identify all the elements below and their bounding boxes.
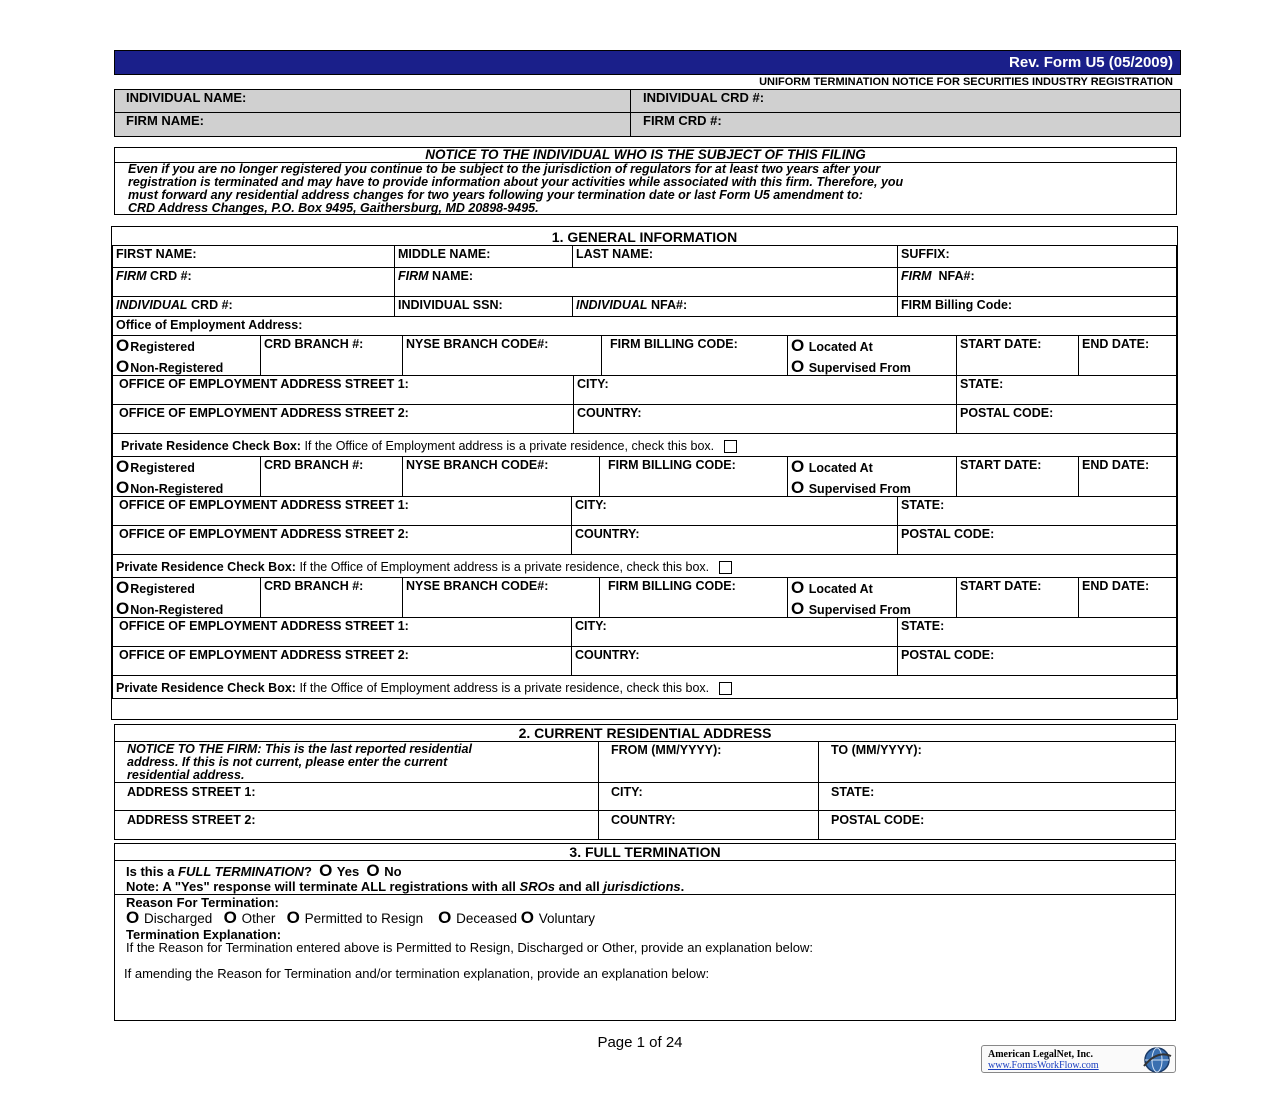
- residential-notice: [114, 741, 599, 783]
- individual-nfa-field[interactable]: [572, 296, 898, 317]
- private-residence-label: Private Residence Check Box:: [121, 439, 301, 453]
- registration-status-group-2: [112, 456, 261, 497]
- termination-title: 3. FULL TERMINATION: [569, 844, 721, 860]
- private-residence-row-3: [112, 675, 1177, 699]
- start-date-field-3[interactable]: START DATE:: [956, 577, 1079, 618]
- private-residence-text: If the Office of Employment address is a private residence, check this box.: [299, 681, 710, 695]
- individual-word: INDIVIDUAL: [576, 298, 648, 312]
- res-city-field[interactable]: CITY:: [598, 782, 819, 811]
- note-and: and all: [558, 879, 600, 894]
- state-field-2[interactable]: STATE:: [897, 496, 1177, 526]
- country-field-3[interactable]: COUNTRY:: [571, 646, 898, 676]
- firm-nfa-field[interactable]: [897, 267, 1177, 297]
- end-date-field-2[interactable]: END DATE:: [1078, 456, 1177, 497]
- nfa-label: NFA#:: [651, 298, 688, 312]
- firm-billing-code-2[interactable]: FIRM BILLING CODE:: [599, 456, 788, 497]
- identity-divider-v: [630, 89, 631, 137]
- location-type-group-3: [787, 577, 957, 618]
- postal-field-3[interactable]: POSTAL CODE:: [897, 646, 1177, 676]
- supervised-from-radio-3[interactable]: O Supervised From: [791, 599, 911, 618]
- street2-field-2[interactable]: OFFICE OF EMPLOYMENT ADDRESS STREET 2:: [112, 525, 572, 555]
- postal-field-2[interactable]: POSTAL CODE:: [897, 525, 1177, 555]
- name-label: NAME:: [432, 269, 474, 283]
- crd-branch-field-2[interactable]: CRD BRANCH #:: [260, 456, 403, 497]
- residential-notice-line-1: NOTICE TO THE FIRM: This is the last reported residential: [127, 742, 472, 756]
- reason-label: Reason For Termination:: [126, 895, 279, 910]
- city-field-3[interactable]: CITY:: [571, 617, 898, 647]
- notice-line-1: Even if you are no longer registered you continue to be subject to the jurisdiction of regulators for at least two years after your: [128, 162, 881, 176]
- discharged-radio[interactable]: O Discharged: [126, 908, 213, 927]
- private-residence-row-2: [112, 554, 1177, 578]
- located-at-radio-2[interactable]: O Located At: [791, 457, 873, 476]
- note-prefix: Note: A "Yes" response will terminate ALL registrations with all: [126, 879, 516, 894]
- private-residence-text: If the Office of Employment address is a private residence, check this box.: [304, 439, 715, 453]
- explanation-instruction-1: If the Reason for Termination entered above is Permitted to Resign, Discharged or Other, provide an explanation below:: [126, 940, 813, 955]
- last-name-field[interactable]: LAST NAME:: [572, 245, 898, 268]
- private-residence-checkbox-3[interactable]: [719, 682, 732, 695]
- city-field-1[interactable]: CITY:: [573, 375, 957, 405]
- private-residence-checkbox-2[interactable]: [719, 561, 732, 574]
- crd-branch-field-1[interactable]: CRD BRANCH #:: [260, 335, 403, 376]
- private-residence-label: Private Residence Check Box:: [116, 681, 296, 695]
- firm-billing-code-1[interactable]: FIRM BILLING CODE:: [601, 335, 788, 376]
- location-type-group-2: [787, 456, 957, 497]
- question-mark: ?: [303, 864, 312, 879]
- individual-ssn-field[interactable]: INDIVIDUAL SSN:: [394, 296, 573, 317]
- country-field-2[interactable]: COUNTRY:: [571, 525, 898, 555]
- end-date-field-3[interactable]: END DATE:: [1078, 577, 1177, 618]
- registration-status-group-3: [112, 577, 261, 618]
- office-address-label: Office of Employment Address:: [112, 316, 1177, 336]
- brand-name: American LegalNet, Inc.: [988, 1049, 1093, 1060]
- street2-field-3[interactable]: OFFICE OF EMPLOYMENT ADDRESS STREET 2:: [112, 646, 572, 676]
- street1-field-2[interactable]: OFFICE OF EMPLOYMENT ADDRESS STREET 1:: [112, 496, 572, 526]
- registration-status-group-1: [112, 335, 261, 376]
- nyse-branch-field-1[interactable]: NYSE BRANCH CODE#:: [402, 335, 602, 376]
- state-field-1[interactable]: STATE:: [956, 375, 1177, 405]
- crd-label: CRD #:: [150, 269, 192, 283]
- postal-field-1[interactable]: POSTAL CODE:: [956, 404, 1177, 434]
- yes-radio[interactable]: O Yes: [319, 861, 360, 880]
- located-at-radio-1[interactable]: O Located At: [791, 336, 873, 355]
- notice-line-2: registration is terminated and may have to provide information about your activities while associated with this firm. Therefore, you: [128, 175, 904, 189]
- firm-name-field-2[interactable]: [394, 267, 898, 297]
- other-radio[interactable]: O Other: [223, 908, 276, 927]
- notice-line-3: must forward any residential address changes for two years following your termination date or last Form U5 amendment to:: [128, 188, 863, 202]
- question-italic: FULL TERMINATION: [178, 864, 304, 879]
- first-name-field[interactable]: FIRST NAME:: [112, 245, 395, 268]
- brand-badge[interactable]: [981, 1045, 1176, 1073]
- location-type-group-1: [787, 335, 957, 376]
- nyse-branch-field-2[interactable]: NYSE BRANCH CODE#:: [402, 456, 600, 497]
- brand-url: www.FormsWorkFlow.com: [988, 1060, 1099, 1071]
- private-residence-row-1: [112, 433, 1177, 457]
- non-registered-radio-1[interactable]: ONon-Registered: [116, 357, 224, 376]
- general-info-title: 1. GENERAL INFORMATION: [551, 229, 738, 245]
- individual-word: INDIVIDUAL: [116, 298, 188, 312]
- residential-title: 2. CURRENT RESIDENTIAL ADDRESS: [518, 725, 772, 741]
- to-date-field[interactable]: TO (MM/YYYY):: [818, 741, 1176, 783]
- res-state-field[interactable]: STATE:: [818, 782, 1176, 811]
- nyse-branch-field-3[interactable]: NYSE BRANCH CODE#:: [402, 577, 600, 618]
- question-prefix: Is this a: [126, 864, 175, 879]
- suffix-field[interactable]: SUFFIX:: [897, 245, 1177, 268]
- registered-radio-2[interactable]: ORegistered: [116, 457, 195, 476]
- notice-line-4: CRD Address Changes, P.O. Box 9495, Gaithersburg, MD 20898-9495.: [128, 201, 539, 215]
- no-radio[interactable]: O No: [366, 861, 402, 880]
- from-date-field[interactable]: FROM (MM/YYYY):: [598, 741, 819, 783]
- firm-word: FIRM: [116, 269, 147, 283]
- termination-note: [126, 879, 684, 894]
- res-street2-field[interactable]: ADDRESS STREET 2:: [114, 810, 599, 840]
- individual-name-field[interactable]: INDIVIDUAL NAME:: [126, 90, 247, 105]
- registered-radio-3[interactable]: ORegistered: [116, 578, 195, 597]
- firm-billing-code-3[interactable]: FIRM BILLING CODE:: [599, 577, 788, 618]
- res-street1-field[interactable]: ADDRESS STREET 1:: [114, 782, 599, 811]
- explanation-instruction-2: If amending the Reason for Termination and/or termination explanation, provide an explanation below:: [124, 966, 710, 981]
- crd-label: CRD #:: [191, 298, 233, 312]
- registered-radio-1[interactable]: ORegistered: [116, 336, 195, 355]
- note-sros: SROs: [519, 879, 555, 894]
- notice-title: NOTICE TO THE INDIVIDUAL WHO IS THE SUBJECT OF THIS FILING: [425, 147, 866, 162]
- residential-notice-line-2: address. If this is not current, please enter the current: [127, 755, 448, 769]
- street1-field-3[interactable]: OFFICE OF EMPLOYMENT ADDRESS STREET 1:: [112, 617, 572, 647]
- note-end: .: [680, 879, 685, 894]
- individual-crd-field-2[interactable]: [112, 296, 395, 317]
- globe-icon: [1140, 1046, 1174, 1074]
- nfa-label: NFA#:: [938, 269, 975, 283]
- permitted-radio[interactable]: O Permitted to Resign: [286, 908, 424, 927]
- deceased-radio[interactable]: O Deceased: [438, 908, 517, 927]
- non-registered-radio-3[interactable]: ONon-Registered: [116, 599, 224, 618]
- supervised-from-radio-1[interactable]: O Supervised From: [791, 357, 911, 376]
- crd-branch-field-3[interactable]: CRD BRANCH #:: [260, 577, 403, 618]
- explanation-label: Termination Explanation:: [126, 927, 282, 942]
- street2-field-1[interactable]: OFFICE OF EMPLOYMENT ADDRESS STREET 2:: [112, 404, 574, 434]
- firm-name-field[interactable]: FIRM NAME:: [126, 113, 204, 128]
- non-registered-radio-2[interactable]: ONon-Registered: [116, 478, 224, 497]
- firm-crd-field-2[interactable]: [112, 267, 395, 297]
- country-field-1[interactable]: COUNTRY:: [573, 404, 957, 434]
- firm-billing-code-field[interactable]: FIRM Billing Code:: [897, 296, 1177, 317]
- firm-crd-field[interactable]: FIRM CRD #:: [643, 113, 722, 128]
- state-field-3[interactable]: STATE:: [897, 617, 1177, 647]
- form-subtitle: UNIFORM TERMINATION NOTICE FOR SECURITIES INDUSTRY REGISTRATION: [759, 76, 1173, 88]
- private-residence-label: Private Residence Check Box:: [116, 560, 296, 574]
- start-date-field-1[interactable]: START DATE:: [956, 335, 1079, 376]
- full-termination-question: [126, 861, 402, 881]
- res-country-field[interactable]: COUNTRY:: [598, 810, 819, 840]
- private-residence-text: If the Office of Employment address is a private residence, check this box.: [299, 560, 710, 574]
- page-number: Page 1 of 24: [597, 1034, 683, 1051]
- form-revision: Rev. Form U5 (05/2009): [1009, 54, 1173, 71]
- city-field-2[interactable]: CITY:: [571, 496, 898, 526]
- reason-radio-group: [126, 908, 595, 928]
- individual-crd-field[interactable]: INDIVIDUAL CRD #:: [643, 90, 765, 105]
- middle-name-field[interactable]: MIDDLE NAME:: [394, 245, 573, 268]
- residential-notice-line-3: residential address.: [127, 768, 245, 782]
- firm-word: FIRM: [901, 269, 932, 283]
- end-date-field-1[interactable]: END DATE:: [1078, 335, 1177, 376]
- located-at-radio-3[interactable]: O Located At: [791, 578, 873, 597]
- voluntary-radio[interactable]: O Voluntary: [520, 908, 596, 927]
- res-postal-field[interactable]: POSTAL CODE:: [818, 810, 1176, 840]
- private-residence-checkbox-1[interactable]: [724, 440, 737, 453]
- supervised-from-radio-2[interactable]: O Supervised From: [791, 478, 911, 497]
- note-jurisdictions: jurisdictions: [603, 879, 681, 894]
- firm-word: FIRM: [398, 269, 429, 283]
- street1-field-1[interactable]: OFFICE OF EMPLOYMENT ADDRESS STREET 1:: [112, 375, 574, 405]
- start-date-field-2[interactable]: START DATE:: [956, 456, 1079, 497]
